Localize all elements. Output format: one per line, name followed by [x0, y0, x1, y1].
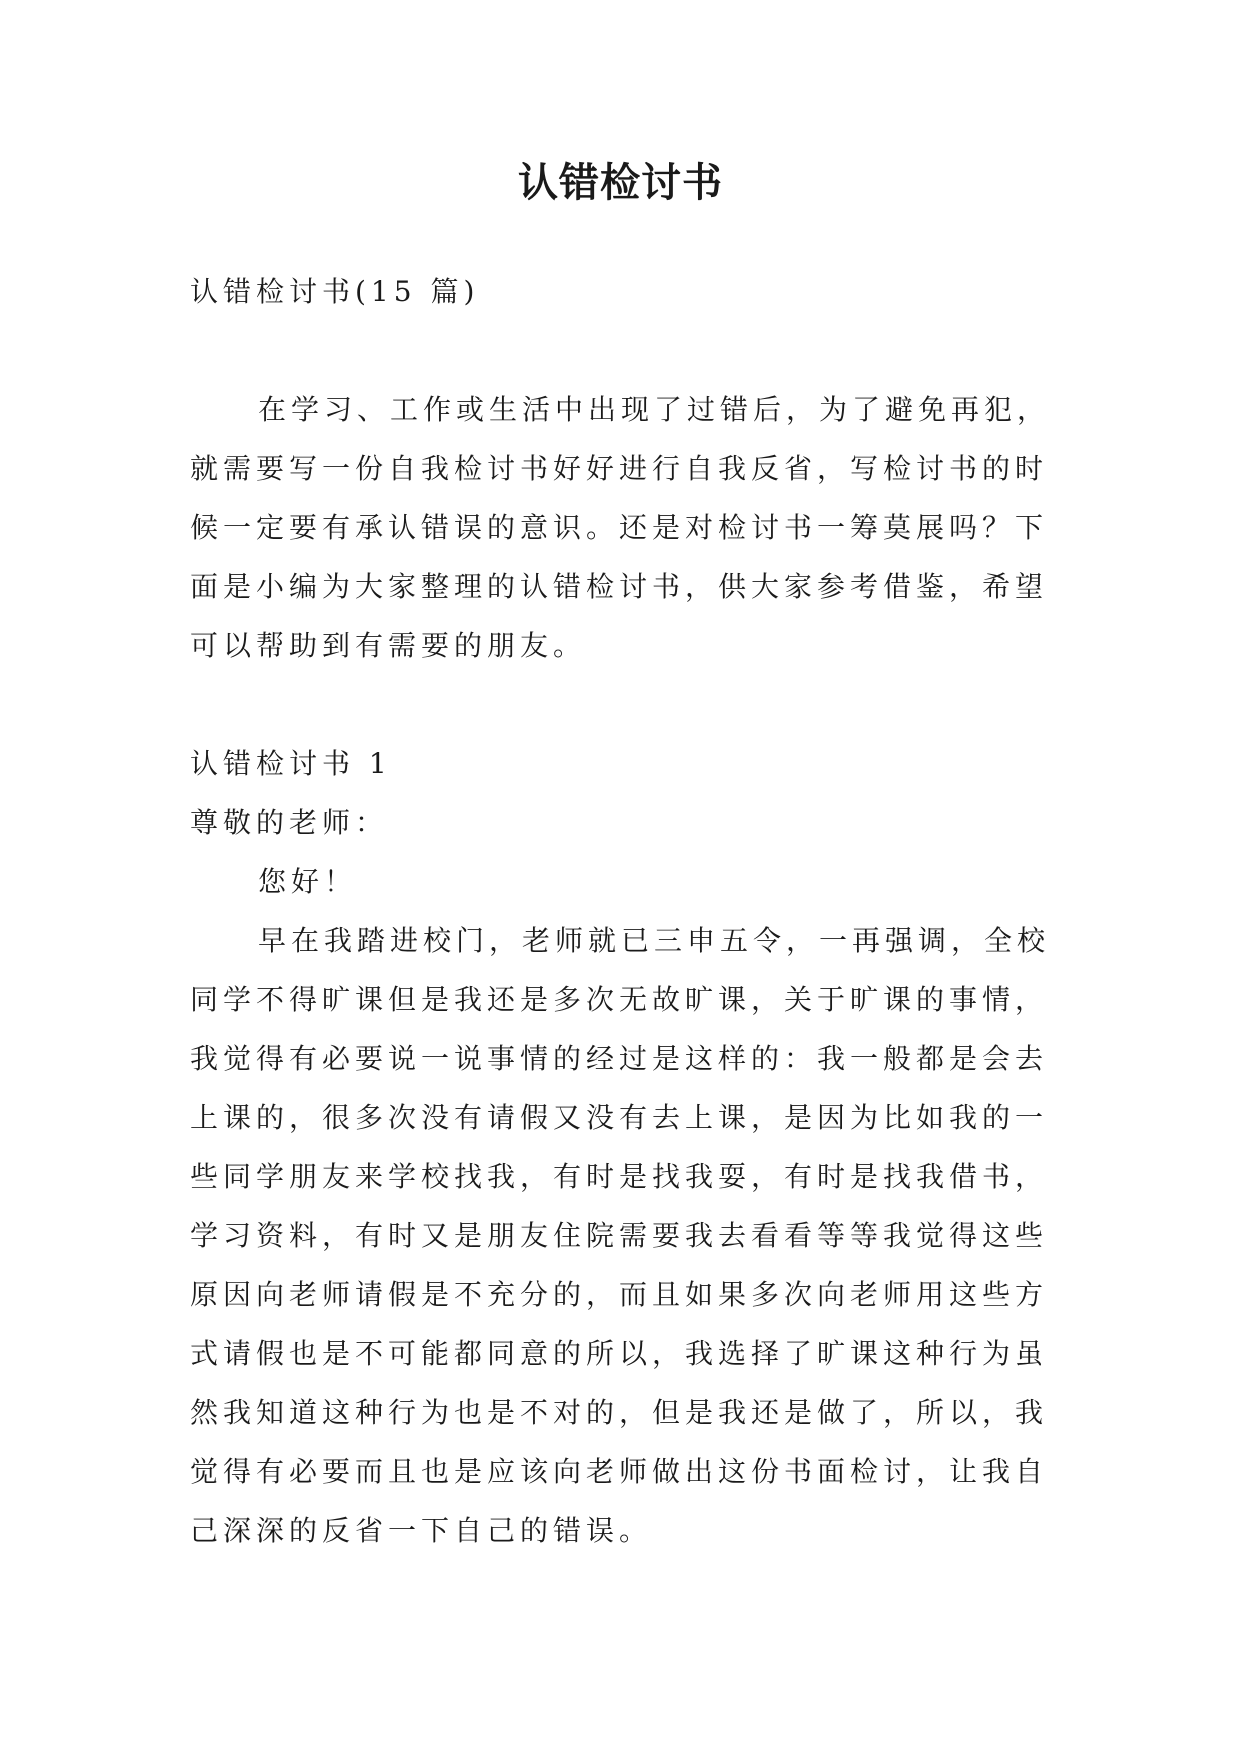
- body-line: 我觉得有必要说一说事情的经过是这样的：我一般都是会去: [190, 1042, 1049, 1075]
- document-body: [190, 262, 1052, 1560]
- paragraph-gap: [190, 321, 1052, 380]
- paragraph-gap: [190, 675, 1052, 734]
- document-title: 认错检讨书: [518, 159, 723, 206]
- body-line: 己深深的反省一下自己的错误。: [190, 1514, 653, 1547]
- body-line: 些同学朋友来学校找我，有时是找我耍，有时是找我借书，: [190, 1160, 1049, 1193]
- section-heading: 认错检讨书 1: [190, 747, 392, 780]
- body-line: 然我知道这种行为也是不对的，但是我还是做了，所以，我: [190, 1396, 1049, 1429]
- intro-line: 可以帮助到有需要的朋友。: [190, 629, 587, 662]
- body-line: 觉得有必要而且也是应该向老师做出这份书面检讨，让我自: [190, 1455, 1049, 1488]
- body-line: 上课的，很多次没有请假又没有去上课，是因为比如我的一: [190, 1101, 1049, 1134]
- body-line: 学习资料，有时又是朋友住院需要我去看看等等我觉得这些: [190, 1219, 1049, 1252]
- intro-line: 在学习、工作或生活中出现了过错后，为了避免再犯，: [258, 393, 1051, 426]
- document-subtitle: 认错检讨书(15 篇): [190, 275, 480, 308]
- greeting: 您好！: [258, 865, 358, 898]
- intro-line: 候一定要有承认错误的意识。还是对检讨书一筹莫展吗？下: [190, 511, 1049, 544]
- body-paragraph: [190, 911, 1052, 1560]
- intro-line: 面是小编为大家整理的认错检讨书，供大家参考借鉴，希望: [190, 570, 1049, 603]
- body-line: 早在我踏进校门，老师就已三申五令，一再强调，全校: [258, 924, 1051, 957]
- intro-paragraph: [190, 380, 1052, 675]
- body-line: 式请假也是不可能都同意的所以，我选择了旷课这种行为虽: [190, 1337, 1049, 1370]
- salutation: 尊敬的老师：: [190, 806, 389, 839]
- intro-line: 就需要写一份自我检讨书好好进行自我反省，写检讨书的时: [190, 452, 1049, 485]
- body-line: 同学不得旷课但是我还是多次无故旷课，关于旷课的事情，: [190, 983, 1049, 1016]
- body-line: 原因向老师请假是不充分的，而且如果多次向老师用这些方: [190, 1278, 1049, 1311]
